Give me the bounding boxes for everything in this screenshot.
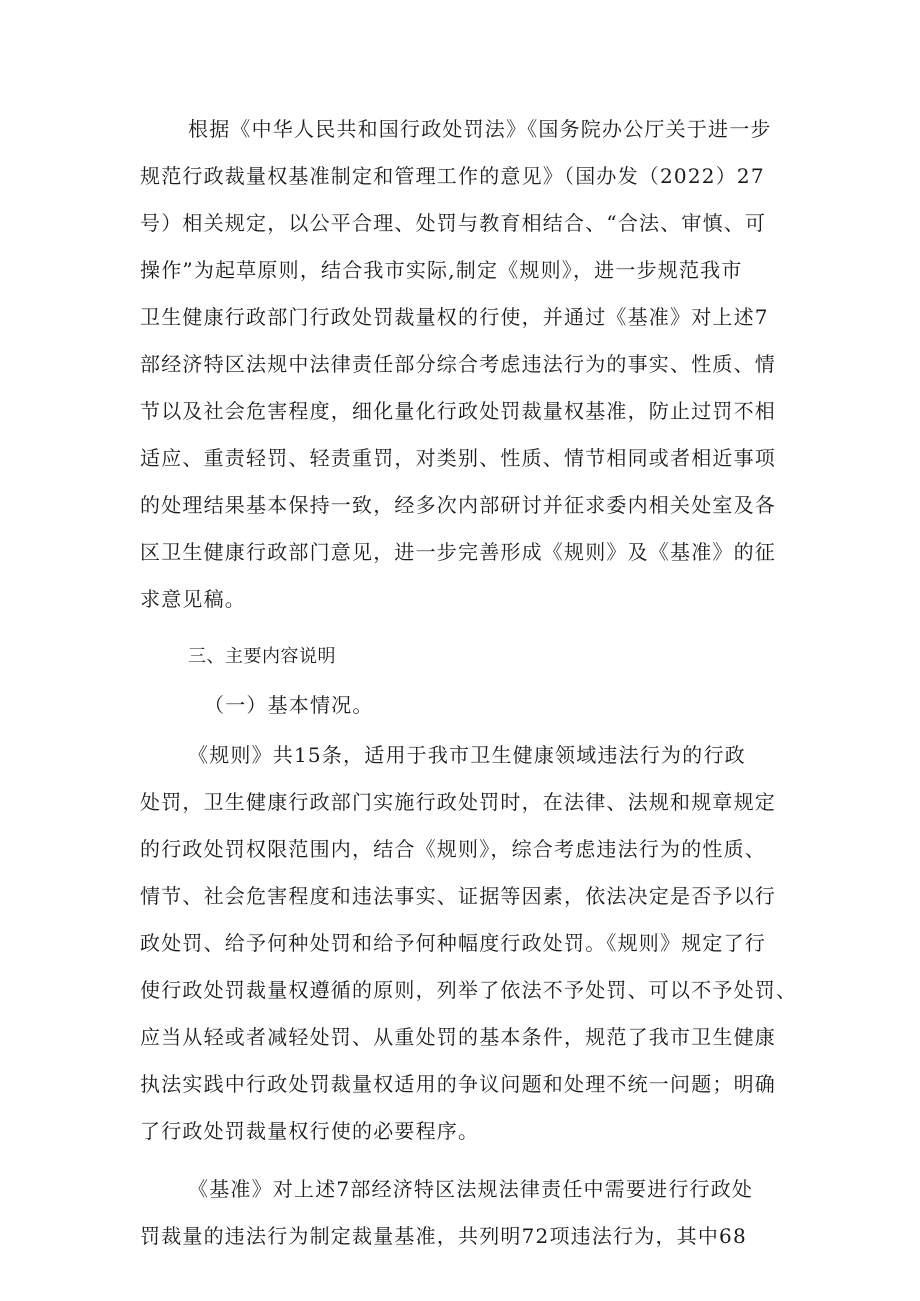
text-line: 节以及社会危害程度，细化量化行政处罚裁量权基准，防止过罚不相 — [140, 399, 776, 423]
text-line: 应当从轻或者减轻处罚、从重处罚的基本条件，规范了我市卫生健康 — [140, 1025, 776, 1049]
text-line: 卫生健康行政部门行政处罚裁量权的行使，并通过《基准》对上述7 — [140, 305, 769, 329]
text-line: 了行政处罚裁量权行使的必要程序。 — [140, 1119, 480, 1143]
text-line: 处罚，卫生健康行政部门实施行政处罚时，在法律、法规和规章规定 — [140, 790, 776, 814]
text-line: 区卫生健康行政部门意见，进一步完善形成《规则》及《基准》的征 — [140, 540, 776, 564]
text-line: 罚裁量的违法行为制定裁量基准，共列明72项违法行为，其中68 — [140, 1224, 747, 1248]
text-line: 情节、社会危害程度和违法事实、证据等因素，依法决定是否予以行 — [140, 884, 776, 908]
text-line: 号）相关规定，以公平合理、处罚与教育相结合、“合法、审慎、可 — [140, 211, 767, 235]
text-line: 根据《中华人民共和国行政处罚法》《国务院办公厅关于进一步 — [188, 117, 772, 141]
text-line: 《基准》对上述7部经济特区法规法律责任中需要进行行政处 — [188, 1177, 754, 1201]
text-line: 的行政处罚权限范围内，结合《规则》，综合考虑违法行为的性质、 — [140, 837, 766, 861]
text-line: 操作”为起草原则，结合我市实际,制定《规则》，进一步规范我市 — [140, 258, 743, 282]
text-line: 《规则》共15条，适用于我市卫生健康领域违法行为的行政 — [188, 743, 746, 767]
text-line: 规范行政裁量权基准制定和管理工作的意见》（国办发（2022）27 — [140, 164, 765, 188]
text-line: 执法实践中行政处罚裁量权适用的争议问题和处理不统一问题；明确 — [140, 1072, 776, 1096]
text-line: 适应、重责轻罚、轻责重罚，对类别、性质、情节相同或者相近事项 — [140, 446, 776, 470]
text-line: 部经济特区法规中法律责任部分综合考虑违法行为的事实、性质、情 — [140, 352, 776, 376]
text-line: 的处理结果基本保持一致，经多次内部研讨并征求委内相关处室及各 — [140, 493, 776, 517]
text-line: 使行政处罚裁量权遵循的原则，列举了依法不予处罚、可以不予处罚、 — [140, 978, 798, 1002]
text-line: 求意见稿。 — [140, 587, 246, 611]
text-line: 政处罚、给予何种处罚和给予何种幅度行政处罚。《规则》规定了行 — [140, 931, 766, 955]
subsection-heading: （一）基本情况。 — [204, 693, 374, 717]
section-heading: 三、主要内容说明 — [188, 646, 336, 667]
